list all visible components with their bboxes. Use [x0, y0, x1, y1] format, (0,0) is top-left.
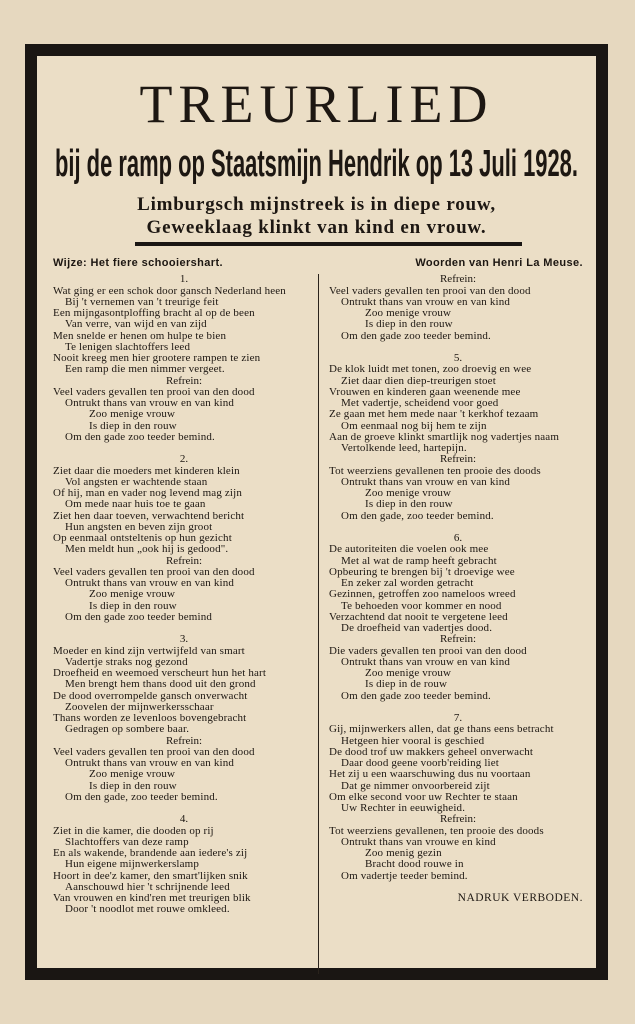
verse-line: Ontrukt thans van vrouw en van kind: [65, 757, 234, 769]
tagline-line-1: Limburgsch mijnstreek is in diepe rouw,: [137, 194, 496, 215]
verse-line: Te behoeden voor kommer en nood: [341, 599, 502, 612]
verse-line: Men brengt hem thans dood uit den grond: [65, 678, 256, 691]
verse-line: Veel vaders gevallen ten prooi van den dood: [53, 385, 255, 398]
verse-line: Bracht dood rouwe in: [365, 858, 464, 871]
verse-line: Van vrouwen en kind'ren met treurigen blik: [53, 892, 251, 904]
verse-line: Hun angsten en beven zijn groot: [65, 520, 213, 533]
verse-line: De droefheid van vadertjes dood.: [341, 622, 493, 634]
refrain-block: [53, 556, 315, 624]
verse-line: Ziet hen daar toeven, verwachtend bericht: [53, 509, 245, 522]
refrain-block: [329, 814, 587, 882]
verse-line: Tot weerziens gevallenen ten prooie des doods: [329, 464, 541, 477]
verse-line: Hoort in dee'z kamer, den smart'lijken snik: [53, 869, 248, 882]
verse-line: Van verre, van wijd en van zijd: [65, 318, 207, 331]
verse-line: Ontrukt thans van vrouw en van kind: [65, 397, 234, 409]
verse-line: Opbeuring te brengen bij 't droevige wee: [329, 565, 515, 578]
verse-line: Vadertje straks nog gezond: [65, 655, 188, 668]
verse-line: De klok luidt met tonen, zoo droevig en wee: [329, 363, 532, 376]
verse-line: Men snelde er henen om hulpe te bien: [53, 329, 227, 342]
verse-line: Of hij, man en vader nog levend mag zijn: [53, 487, 242, 499]
verse-line: Om den gade, zoo teeder bemind.: [65, 790, 218, 803]
verse-line: Vrouwen en kinderen gaan weenende mee: [329, 385, 521, 398]
stanza-block: [53, 634, 315, 735]
verse-line: Slachtoffers van deze ramp: [65, 835, 189, 848]
verse-line: Zoo menige vrouw: [89, 408, 176, 421]
verse-line: Ontrukt thans van vrouw en van kind: [65, 577, 234, 589]
melody-credit: Wijze: Het fiere schooiershart.: [53, 257, 224, 269]
verse-line: Zoo menige vrouw: [89, 768, 176, 781]
stanza-block: [53, 274, 315, 375]
verse-line: Om den gade zoo teeder bemind.: [341, 689, 491, 702]
stanza-number: 4.: [179, 813, 189, 826]
verse-line: Met vadertje, scheidend voor goed: [341, 397, 499, 409]
verse-line: Zoo menig gezin: [365, 847, 442, 859]
left-column: [53, 258, 315, 916]
verse-line: Droefheid en weemoed verscheurt hun het hart: [53, 667, 267, 679]
verse-line: Met al wat de ramp heeft gebracht: [341, 554, 497, 567]
verse-line: Om den gade zoo teeder bemind: [65, 610, 212, 623]
verse-line: Om vadertje teeder bemind.: [341, 869, 468, 882]
stanza-number: 3.: [179, 633, 189, 646]
verse-line: Uw Rechter in eeuwigheid.: [341, 802, 466, 814]
verse-line: Vertolkende leed, hartepijn.: [341, 442, 467, 454]
reprint-notice: NADRUK VERBODEN.: [457, 891, 583, 904]
verse-line: Gedragen op sombere baar.: [65, 723, 190, 736]
verse-line: Zoo menige vrouw: [365, 667, 452, 679]
verse-line: Om den gade, zoo teeder bemind.: [341, 509, 494, 522]
verse-line: En zeker zal worden getracht: [341, 577, 474, 589]
verse-line: Aan de groeve klinkt smartlijk nog vadertjes naam: [329, 430, 560, 443]
verse-line: Zoo menige vrouw: [365, 487, 452, 499]
verse-line: Moeder en kind zijn vertwijfeld van smart: [53, 644, 245, 657]
refrain-block: [53, 736, 315, 804]
verse-line: Tot weerziens gevallenen, ten prooie des doods: [329, 824, 544, 837]
poster-frame: [25, 44, 608, 980]
verse-line: Veel vaders gevallen ten prooi van den dood: [329, 284, 531, 297]
verse-line: Is diep in den rouw: [89, 419, 177, 432]
verse-line: Verzachtend dat nooit te vergetene leed: [329, 610, 508, 623]
stanza-block: [329, 533, 587, 634]
refrain-label: Refrein:: [439, 633, 477, 646]
verse-line: Het zij u een waarschuwing dus nu voortaan: [329, 768, 531, 781]
poster-title: TREURLIED: [139, 74, 494, 134]
verse-line: Gij, mijnwerkers allen, dat ge thans eens betracht: [329, 723, 554, 736]
verse-line: Vol angsten er wachtende staan: [65, 475, 208, 488]
verse-line: Te lenigen slachtoffers leed: [65, 340, 191, 353]
verse-line: De dood overrompelde gansch onverwacht: [53, 689, 248, 702]
refrain-label: Refrein:: [439, 453, 477, 466]
verse-line: De autoriteiten die voelen ook mee: [329, 543, 489, 556]
stanza-number: 1.: [179, 273, 189, 286]
verse-line: De dood trof uw makkers geheel onverwacht: [329, 745, 534, 758]
tagline-line-2: Geweeklaag klinkt van kind en vrouw.: [146, 217, 487, 238]
verse-line: Nooit kreeg men hier grootere rampen te zien: [53, 352, 261, 364]
verse-line: Een ramp die men nimmer vergeet.: [65, 363, 225, 376]
verse-line: Een mijngasontploffing bracht al op de been: [53, 307, 255, 319]
verse-line: Hun eigene mijnwerkerslamp: [65, 858, 200, 871]
verse-line: Ontrukt thans van vrouw en van kind: [341, 475, 510, 488]
refrain-label: Refrein:: [165, 374, 203, 387]
verse-line: Ze gaan met hem mede naar 't kerkhof tezaam: [329, 408, 539, 421]
stanza-block: [329, 353, 587, 454]
verse-line: Thans worden ze levenloos bovengebracht: [53, 712, 247, 724]
verse-line: Is diep in den rouw: [89, 599, 177, 612]
verse-line: Gezinnen, getroffen zoo nameloos wreed: [329, 588, 516, 601]
verse-line: Zoo menige vrouw: [89, 588, 176, 601]
stanza-block: [329, 713, 587, 814]
stanza-number: 7.: [453, 712, 463, 724]
verse-line: Die vaders gevallen ten prooi van den dood: [329, 644, 527, 657]
verse-line: Om eenmaal nog bij hem te zijn: [341, 419, 487, 432]
verse-line: Ziet daar die moeders met kinderen klein: [53, 464, 240, 477]
verse-line: Om den gade zoo teeder bemind.: [341, 329, 491, 342]
verse-line: Is diep in den rouw: [365, 498, 453, 511]
refrain-block: [329, 454, 587, 522]
lyrics-credit: Woorden van Henri La Meuse.: [415, 257, 583, 269]
verse-line: Ziet in die kamer, die dooden op rij: [53, 824, 214, 837]
verse-line: Dat ge nimmer onvoorbereid zijt: [341, 779, 490, 792]
verse-line: Ontrukt thans van vrouw en van kind: [341, 295, 510, 308]
right-column: [329, 258, 587, 904]
stanza-block: [53, 454, 315, 555]
verse-line: Aanschouwd hier 't schrijnende leed: [65, 880, 230, 893]
verse-line: Wat ging er een schok door gansch Nederland heen: [53, 284, 286, 297]
verse-line: Veel vaders gevallen ten prooi van den dood: [53, 565, 255, 578]
verse-line: Ziet daar dien diep-treurigen stoet: [341, 374, 496, 387]
refrain-block: [53, 376, 315, 444]
verse-line: Bij 't vernemen van 't treurige feit: [65, 295, 219, 308]
stanza-number: 2.: [179, 453, 189, 466]
stanza-block: [53, 814, 315, 915]
verse-line: Is diep in den rouw: [89, 779, 177, 792]
verse-line: Zoo menige vrouw: [365, 307, 452, 319]
verse-line: Om elke second voor uw Rechter te staan: [329, 790, 518, 803]
verse-line: Men meldt hun „ook hij is gedood".: [65, 543, 229, 556]
stanza-number: 5.: [453, 352, 463, 364]
verse-line: Is diep in den rouw: [365, 318, 453, 331]
poster-subtitle: bij de ramp op Staatsmijn Hendrik op 13 Juli 1928.: [55, 143, 578, 185]
verse-line: Ontrukt thans van vrouw en van kind: [341, 655, 510, 668]
verse-line: Door 't noodlot met rouwe omkleed.: [65, 903, 230, 916]
stanza-number: 6.: [453, 532, 463, 544]
refrain-label: Refrein:: [165, 734, 203, 747]
verse-line: Ontrukt thans van vrouwe en kind: [341, 835, 496, 848]
verse-line: Om mede naar huis toe te gaan: [65, 498, 206, 511]
refrain-block: [329, 274, 587, 342]
verse-line: Daar dood geene voorb'reiding liet: [341, 757, 499, 769]
verse-line: Veel vaders gevallen ten prooi van den dood: [53, 745, 255, 758]
verse-line: Hetgeen hier vooral is geschied: [341, 734, 485, 747]
refrain-label: Refrein:: [439, 273, 477, 286]
column-divider: [318, 274, 319, 974]
verse-line: Op eenmaal ontsteltenis op hun gezicht: [53, 532, 232, 544]
verse-line: Om den gade zoo teeder bemind.: [65, 430, 215, 443]
verse-line: Zoovelen der mijnwerkersschaar: [65, 700, 214, 713]
title-divider-rule: [135, 242, 522, 246]
refrain-block: [329, 634, 587, 702]
refrain-label: Refrein:: [439, 813, 477, 826]
refrain-label: Refrein:: [165, 554, 203, 567]
verse-line: Is diep in de rouw: [365, 678, 448, 691]
verse-line: En als wakende, brandende aan iedere's zij: [53, 847, 248, 859]
